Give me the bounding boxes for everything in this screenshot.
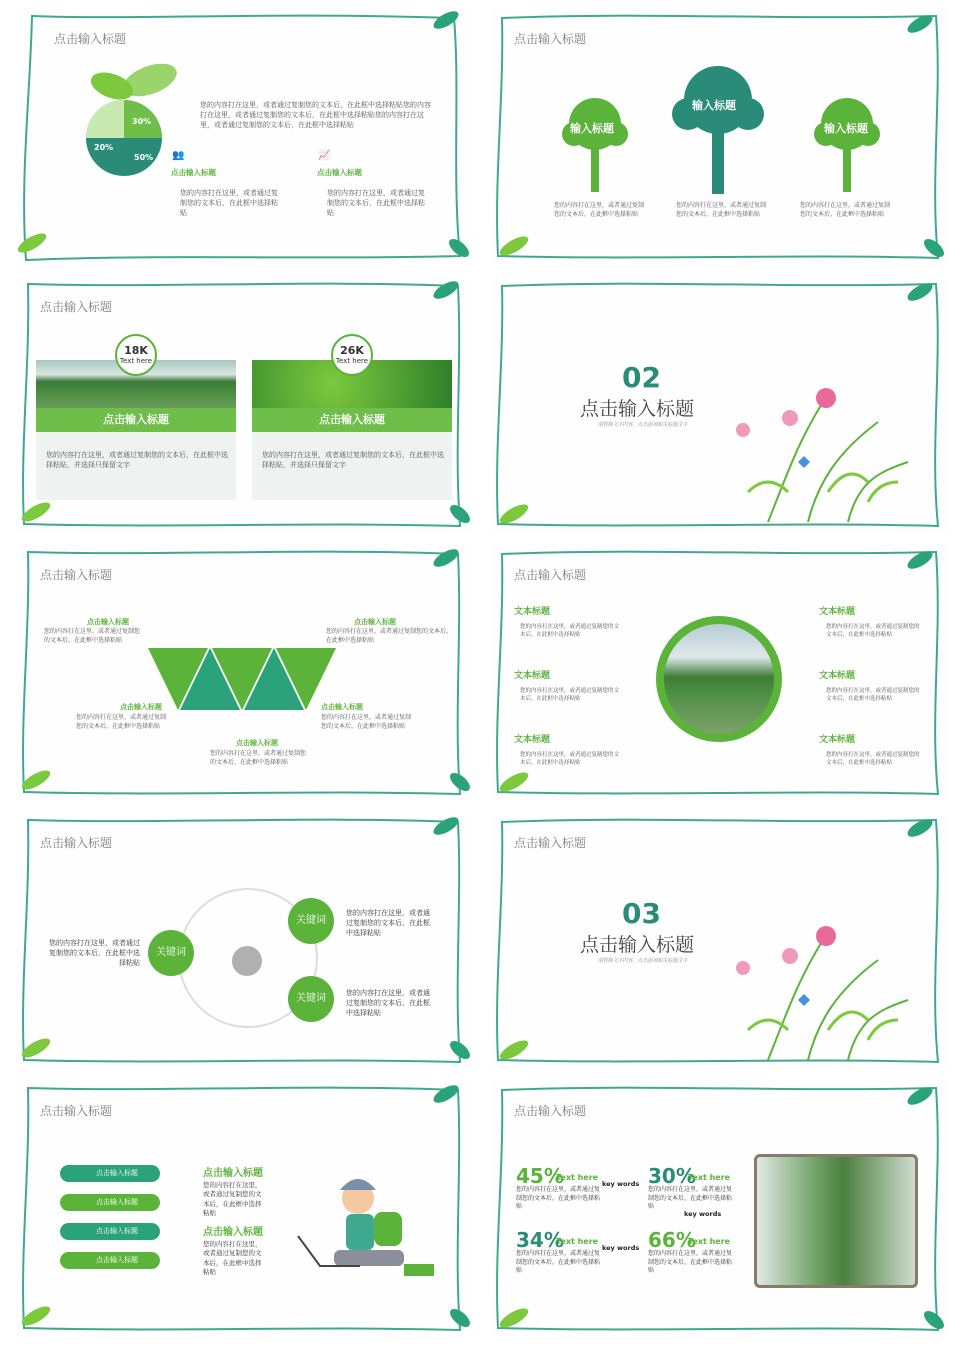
text-mr: 您的内容打在这里，或者通过复制您的文本后，在此框中选择粘贴	[826, 688, 920, 702]
label-4: 点击输入标题	[321, 703, 363, 711]
tree-text-2: 您的内容打在这里，或者通过复制您的文本后，在此框中选择粘贴	[676, 202, 767, 218]
slide-6[interactable]	[490, 544, 950, 802]
stat-badge-1: 18K Text here	[115, 334, 157, 376]
slide-10[interactable]	[490, 1080, 950, 1338]
tree-icon	[560, 96, 630, 196]
intro-text: 您的内容打在这里，或者通过复制您的文本后，在此框中选择粘贴您的内容打在这里，或者通过复制您的文本后，在此框中选择粘贴您的内容打在这里，或者通过复制您的文本后，在此框中选择粘贴	[200, 101, 431, 130]
text-2: 您的内容打在这里，或者通过复制您的文本后，在此框中选择粘贴	[326, 628, 453, 644]
slide-1[interactable]	[14, 8, 474, 266]
tree-label-1: 输入标题	[570, 122, 614, 135]
label-2: 点击输入标题	[354, 618, 396, 626]
keyword-bottom: 关键词	[288, 976, 334, 1022]
stat-2: 30%	[648, 1164, 696, 1188]
card-2	[252, 360, 452, 500]
label-ml: 文本标题	[514, 671, 551, 681]
notebook-photo	[754, 1154, 918, 1288]
heading-b: 点击输入标题	[317, 168, 362, 177]
slide-8[interactable]	[490, 812, 950, 1070]
keywords-1: key words	[602, 1180, 640, 1188]
text-5: 您的内容打在这里，或者通过复制您的文本后，在此框中选择粘贴	[210, 750, 307, 766]
photo-ring	[656, 616, 782, 742]
label-1: 点击输入标题	[87, 618, 129, 626]
right-text-bottom: 您的内容打在这里，或者通过复制您的文本后，在此框中选择粘贴	[346, 989, 430, 1018]
stat-3-label: Text here	[556, 1237, 599, 1246]
left-text: 您的内容打在这里，或者通过复制您的文本后，在此框中选择粘贴	[49, 939, 140, 968]
stat-4-label: Text here	[688, 1237, 731, 1246]
heading-a: 点击输入标题	[171, 168, 216, 177]
label-mr: 文本标题	[819, 671, 856, 681]
pill-2[interactable]: 点击输入标题	[60, 1194, 160, 1211]
slide-title: 点击输入标题	[40, 300, 113, 314]
slide-4[interactable]	[490, 276, 950, 534]
keywords-3: key words	[602, 1244, 640, 1252]
text-2: 您的内容打在这里，或者通过复制您的文本后，在此框中选择粘贴	[203, 1240, 262, 1277]
stat-badge-2: 26K Text here	[331, 334, 373, 376]
keyword-left: 关键词	[148, 930, 194, 976]
label-br: 文本标题	[819, 735, 856, 745]
right-text-top: 您的内容打在这里，或者通过复制您的文本后，在此框中选择粘贴	[346, 909, 430, 938]
stat-2-label: Text here	[688, 1173, 731, 1182]
tree-icon	[668, 64, 768, 196]
student-illustration	[294, 1176, 444, 1296]
text-4: 您的内容打在这里，或者通过复制您的文本后，在此框中选择粘贴	[321, 714, 412, 730]
label-tl: 文本标题	[514, 607, 551, 617]
slide-9[interactable]	[14, 1080, 474, 1338]
stat-1-text: 您的内容打在这里，或者通过复制您的文本后，在此框中选择粘贴	[516, 1186, 601, 1211]
text-3: 您的内容打在这里，或者通过复制您的文本后，在此框中选择粘贴	[76, 714, 167, 730]
heading-2: 点击输入标题	[203, 1227, 263, 1238]
card-1	[36, 360, 236, 500]
chart-icon: 📈	[318, 150, 331, 161]
label-3: 点击输入标题	[120, 703, 162, 711]
slide-5[interactable]	[14, 544, 474, 802]
pill-4[interactable]: 点击输入标题	[60, 1252, 160, 1269]
stat-2-text: 您的内容打在这里，或者通过复制您的文本后，在此框中选择粘贴	[648, 1186, 733, 1211]
card-2-label: 点击输入标题	[252, 408, 452, 432]
flower-illustration	[728, 372, 918, 532]
section-number: 02	[622, 361, 661, 394]
section-title: 点击输入标题	[580, 398, 695, 420]
triangle-diagram	[146, 644, 342, 714]
stat-3: 34%	[516, 1228, 564, 1252]
label-5: 点击输入标题	[236, 739, 278, 747]
section-title: 点击输入标题	[580, 934, 695, 956]
text-tl: 您的内容打在这里，或者通过复制您的文本后，在此框中选择粘贴	[520, 624, 620, 638]
text-tr: 您的内容打在这里，或者通过复制您的文本后，在此框中选择粘贴	[826, 624, 920, 638]
pill-1[interactable]: 点击输入标题	[60, 1165, 160, 1182]
label-bl: 文本标题	[514, 735, 551, 745]
section-number: 03	[622, 897, 661, 930]
slide-title: 点击输入标题	[40, 836, 113, 850]
tree-icon	[812, 96, 882, 196]
tree-label-2: 输入标题	[692, 99, 736, 112]
pct-3: 50%	[134, 153, 154, 162]
user-avatar-icon	[232, 946, 262, 976]
pct-1: 30%	[132, 117, 152, 126]
heading-1: 点击输入标题	[203, 1168, 263, 1179]
slide-title: 点击输入标题	[514, 836, 587, 850]
slide-7[interactable]	[14, 812, 474, 1070]
text-ml: 您的内容打在这里，或者通过复制您的文本后，在此框中选择粘贴	[520, 688, 620, 702]
stat-4-text: 您的内容打在这里，或者通过复制您的文本后，在此框中选择粘贴	[648, 1250, 733, 1275]
keyword-top: 关键词	[288, 898, 334, 944]
slide-3[interactable]	[14, 276, 474, 534]
flower-illustration	[728, 910, 918, 1070]
stat-1: 45%	[516, 1164, 564, 1188]
pill-3[interactable]: 点击输入标题	[60, 1223, 160, 1240]
slide-title: 点击输入标题	[514, 1104, 587, 1118]
slide-2[interactable]	[490, 8, 950, 266]
text-b: 您的内容打在这里，或者通过复制您的文本后，在此框中选择粘贴	[327, 189, 425, 218]
text-br: 您的内容打在这里，或者通过复制您的文本后，在此框中选择粘贴	[826, 752, 920, 766]
stat-1-label: Text here	[556, 1173, 599, 1182]
label-tr: 文本标题	[819, 607, 856, 617]
tree-label-3: 输入标题	[824, 122, 868, 135]
text-a: 您的内容打在这里，或者通过复制您的文本后，在此框中选择粘贴	[180, 189, 278, 218]
tree-text-3: 您的内容打在这里，或者通过复制您的文本后，在此框中选择粘贴	[800, 202, 891, 218]
slide-title: 点击输入标题	[40, 1104, 113, 1118]
stat-4: 66%	[648, 1228, 696, 1252]
user-icon: 👥	[172, 150, 185, 161]
slide-title: 点击输入标题	[514, 32, 587, 46]
section-subtitle: 请替换文字内容，点击添加相关标题文字	[598, 958, 689, 964]
keywords-2: key words	[684, 1210, 722, 1218]
stat-3-text: 您的内容打在这里，或者通过复制您的文本后，在此框中选择粘贴	[516, 1250, 601, 1275]
card-2-text: 您的内容打在这里，或者通过复制您的文本后，在此框中选择粘贴，并选择只保留文字	[262, 451, 444, 470]
slide-title: 点击输入标题	[40, 568, 113, 582]
text-bl: 您的内容打在这里，或者通过复制您的文本后，在此框中选择粘贴	[520, 752, 620, 766]
text-1: 您的内容打在这里，或者通过复制您的文本后，在此框中选择粘贴	[203, 1181, 262, 1218]
pct-2: 20%	[94, 143, 114, 152]
section-subtitle: 请替换文字内容，点击添加相关标题文字	[598, 422, 689, 428]
slide-title: 点击输入标题	[54, 32, 127, 46]
card-1-text: 您的内容打在这里，或者通过复制您的文本后，在此框中选择粘贴，并选择只保留文字	[46, 451, 228, 470]
donut-chart	[74, 58, 184, 188]
slide-title: 点击输入标题	[514, 568, 587, 582]
tree-text-1: 您的内容打在这里，或者通过复制您的文本后，在此框中选择粘贴	[554, 202, 645, 218]
text-1: 您的内容打在这里，或者通过复制您的文本后，在此框中选择粘贴	[44, 628, 141, 644]
card-1-label: 点击输入标题	[36, 408, 236, 432]
